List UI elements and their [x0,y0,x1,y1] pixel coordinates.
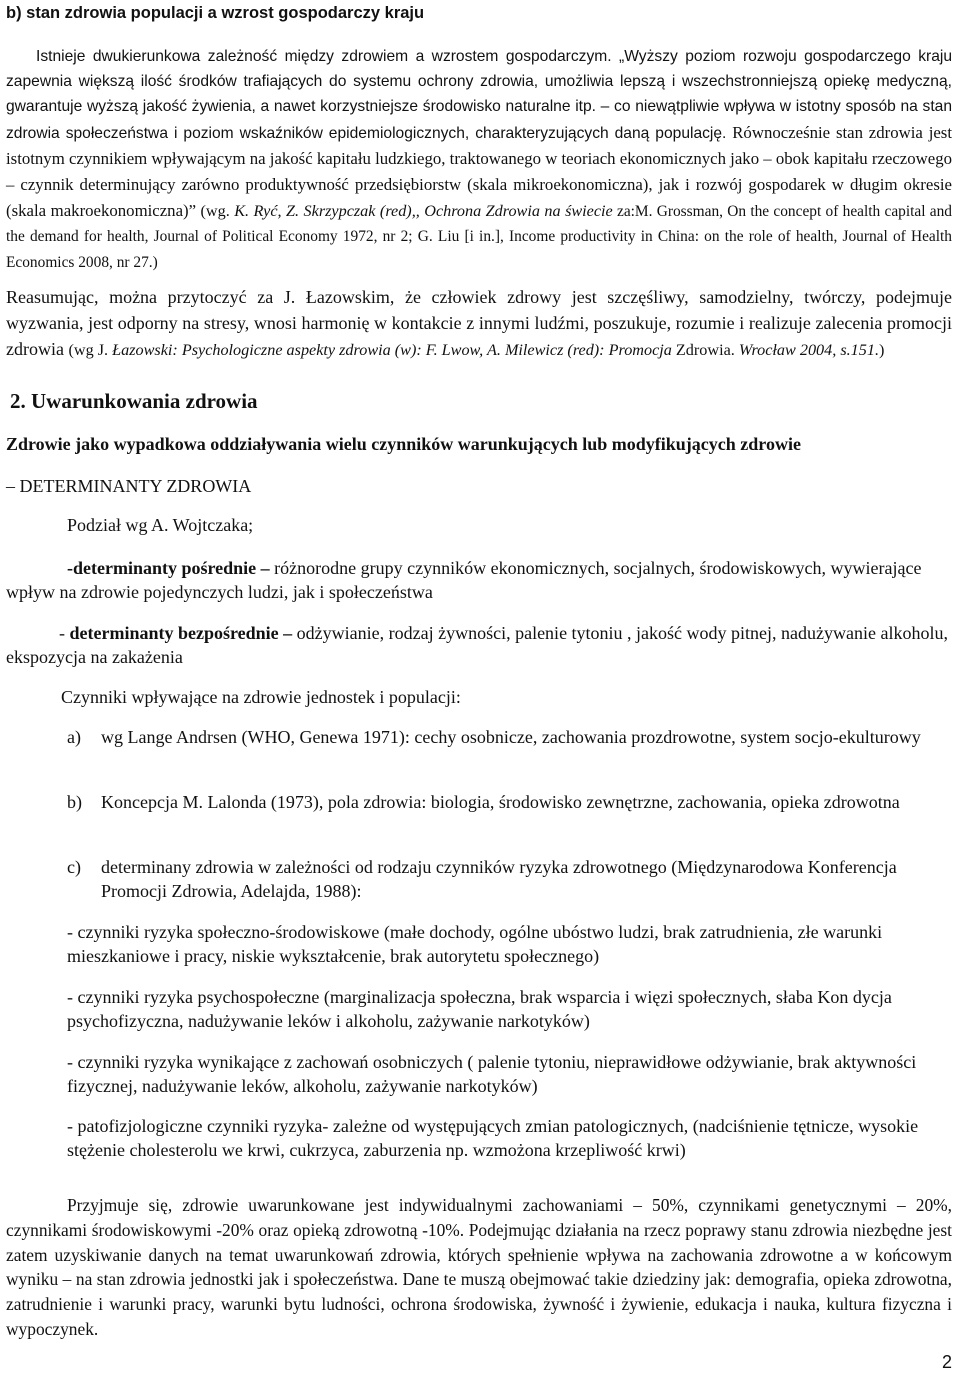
para2-text: Reasumując, można przytoczyć za J. Łazowskim, że człowiek zdrowy jest szczęśliwy, samodzielny, twórczy, podejmuje wyzwania, jest odporny na stresy, wnosi harmonię w kontakcie z innymi ludźmi, poszukuje, rozumie i realizuje zalecenia promocji zdrowia [6,287,952,359]
risk-item-text: - czynniki ryzyka społeczno-środowiskowe (małe dochody, ogólne ubóstwo ludzi, brak zatrudnienia, złe warunki mieszkaniowe i pracy, niskie wykształcenie, brak autorytetu społecznego) [67,922,883,966]
para1-serif-text: Równocześnie stan zdrowia jest istotnym czynnikiem wpływającym na jakość kapitału ludzkiego, traktowanego w teoriach ekonomicznych jako – obok kapitału rzeczowego – czynnik determinujący zarówno produktywność przedsiębiorstw (skala mikroekonomiczna), jak i rozwój gospodarek w długim okresie (skala makroekonomiczna)” [6,122,952,221]
det2-text: odżywianie, rodzaj żywności, palenie tytoniu , jakość wody pitnej, nadużywanie alkoholu, ekspozycja na zakażenia [6,623,948,667]
czynniki-intro-text: Czynniki wpływające na zdrowie jednostek i populacji: [61,687,461,707]
para2-ref-wg: (wg J. [68,341,113,359]
list-item-label: a) [67,727,81,747]
section-2-number: 2. [10,389,26,413]
para1-ref-italic: K. Ryć, Z. Skrzypczak (red),, Ochrona Zdrowia na świecie [234,202,613,221]
paragraph-health-economy [6,44,952,275]
podzial-wojtczak [67,513,253,537]
determinanty-posrednie [6,556,952,604]
risk-item-text: - patofizjologiczne czynniki ryzyka- zależne od występujących zmian patologicznych, (nadciśnienie tętnicze, wysokie stężenie cholesterolu we krwi, cukrzyca, zaburzenia np. wzmożona krzepliwość krwi) [67,1116,919,1160]
para1-ref-rest: za:M. Grossman, On the concept of health capital and the demand for health, Journal of Political Economy 1972, nr 2; G. Liu [i in.], Income productivity in China: on the role of health, Journal of Health Economics 2008, nr 27.) [6,203,952,271]
list-item-text: wg Lange Andrsen (WHO, Genewa 1971): cechy osobnicze, zachowania prozdrowotne, system socjo-ekulturowy [101,727,921,747]
risk-item-social-environmental [67,920,951,968]
risk-item-pathophysiological [67,1114,951,1162]
section-b-heading [6,2,952,24]
det2-bold: determinanty bezpośrednie – [69,623,293,643]
list-item [67,790,951,814]
list-item [67,725,951,749]
czynniki-intro [61,685,461,709]
subheading-zdrowie-wypadkowa [6,432,952,456]
para2-ref-plain: Zdrowia. [671,341,739,359]
determinanty-heading-text: – DETERMINANTY ZDROWIA [6,476,252,496]
podzial-text: Podział wg A. Wojtczaka; [67,515,254,535]
det1-text: różnorodne grupy czynników ekonomicznych, socjalnych, środowiskowych, wywierające wpływ na zdrowie pojedynczych ludzi, jak i społeczeństwa [6,558,922,602]
list-item [67,855,951,903]
list-item-text: Koncepcja M. Lalonda (1973), pola zdrowia: biologia, środowisko zewnętrzne, zachowania, opieka zdrowotna [101,792,900,812]
para2-ref-italic: Łazowski: Psychologiczne aspekty zdrowia (w): F. Lwow, A. Milewicz (red): Promocja [112,341,672,359]
section-b-heading-text: b) stan zdrowia populacji a wzrost gospodarczy kraju [6,4,425,22]
determinanty-heading [6,474,251,498]
section-2-title: Uwarunkowania zdrowia [31,389,258,413]
para2-ref-end: ) [879,341,885,359]
subheading-text: Zdrowie jako wypadkowa oddziaływania wielu czynników warunkujących lub modyfikujących zdrowie [6,434,801,454]
paragraph-lazowski [6,285,952,363]
para1-sans-text: Istnieje dwukierunkowa zależność między zdrowiem a wzrostem gospodarczym. „Wyższy poziom rozwoju gospodarczego kraju zapewnia większą ilość środków trafiających do systemu ochrony zdrowia, umożliwia lepszą i wszechstronniejszą opiekę medyczną, gwarantuje wyższą jakość żywienia, a nawet korzystniejsze środowisko naturalne itp. – co niewątpliwie wpływa w istotny sposób na stan zdrowia społeczeństwa i poziom wskaźników epidemiologicznych, charakteryzujących daną populację. [6,48,952,142]
page-number-text: 2 [941,1352,952,1372]
list-item-label: c) [67,857,81,877]
det1-bold: -determinanty pośrednie – [67,558,270,578]
paragraph-determinants-percentages [6,1193,952,1342]
para2-ref-italic2: Wrocław 2004, s.151. [738,341,880,359]
risk-item-text: - czynniki ryzyka psychospołeczne (marginalizacja społeczna, brak wsparcia i więzi społecznych, słaba Kon dycja psychofizyczna, nadużywanie leków i alkoholu, zażywanie narkotyków) [67,987,892,1031]
list-item-text: determinany zdrowia w zależności od rodzaju czynników ryzyka zdrowotnego (Międzynarodowa Konferencja Promocji Zdrowia, Adelajda, 1988): [101,857,897,901]
list-item-label: b) [67,792,82,812]
risk-item-text: - czynniki ryzyka wynikające z zachowań osobniczych ( palenie tytoniu, nieprawidłowe odżywianie, brak aktywności fizycznej, nadużywanie leków, alkoholu, zażywanie narkotyków) [67,1052,917,1096]
det2-prefix: - [59,623,70,643]
section-2-heading [10,387,258,415]
determinanty-bezposrednie [6,621,952,669]
page-number [942,1352,952,1373]
para1-ref-wg: (wg. [196,202,235,221]
risk-item-psychosocial [67,985,951,1033]
final-paragraph-text: Przyjmuje się, zdrowie uwarunkowane jest indywidualnymi zachowaniami – 50%, czynnikami genetycznymi – 20%, czynnikami środowiskowymi -20% oraz opieką zdrowotną -10%. Podejmując działania na rzecz poprawy stanu zdrowia niezbędne jest zatem uzyskiwanie danych na temat uwarunkowań zdrowia, których spełnienie wpływa na zachowania zdrowotne a w końcowym wyniku – na stan zdrowia jednostki jak i społeczeństwa. Dane te muszą obejmować takie dziedziny jak: demografia, opieka zdrowotna, zatrudnienie i warunki pracy, warunki bytu ludności, ochrona środowiska, żywność i żywienie, edukacja i nauka, kultura fizyczna i wypoczynek. [6,1195,952,1339]
risk-item-behavioral [67,1050,951,1098]
